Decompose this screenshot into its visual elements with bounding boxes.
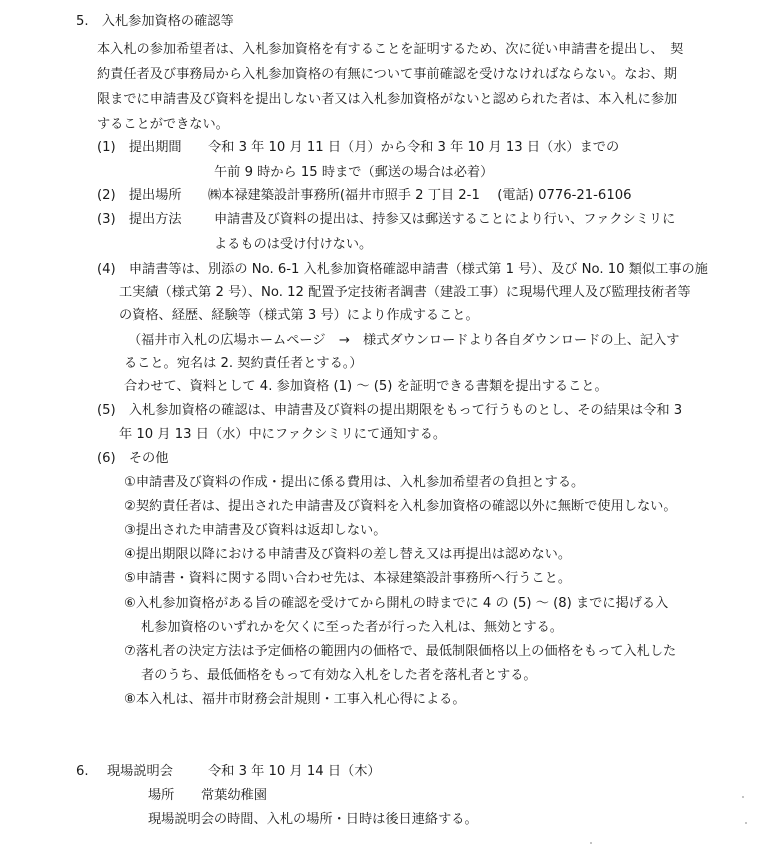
intro-line-1: 本入札の参加希望者は、入札参加資格を有することを証明するため、次に従い申請書を提出し、 契 bbox=[97, 42, 684, 57]
other-line-6b: 札参加資格のいずれかを欠くに至った者が行った入札は、無効とする。 bbox=[141, 620, 563, 635]
section-6-note: 現場説明会の時間、入札の場所・日時は後日連絡する。 bbox=[148, 812, 478, 827]
item-4-line-6: 合わせて、資料として 4. 参加資格 (1) ～ (5) を証明できる書類を提出すること。 bbox=[124, 379, 608, 394]
other-line-8: ⑧本入札は、福井市財務会計規則・工事入札心得による。 bbox=[124, 692, 466, 707]
other-line-2: ②契約責任者は、提出された申請書及び資料を入札参加資格の確認以外に無断で使用しない。 bbox=[124, 499, 677, 514]
item-1-line-1: 令和 3 年 10 月 11 日（月）から令和 3 年 10 月 13 日（水）までの bbox=[208, 140, 620, 155]
other-line-7b: 者のうち、最低価格をもって有効な入札をした者を落札者とする。 bbox=[141, 668, 537, 683]
other-line-5: ⑤申請書・資料に関する問い合わせ先は、本禄建築設計事務所へ行うこと。 bbox=[124, 571, 572, 586]
other-line-6a: ⑥入札参加資格がある旨の確認を受けてから開札の時までに 4 の (5) ～ (8) までに掲げる入 bbox=[124, 596, 669, 611]
item-1-label: (1) 提出期間 bbox=[97, 140, 182, 155]
item-4-line-1: (4) 申請書等は、別添の No. 6-1 入札参加資格確認申請書（様式第 1 号）、及び No. 10 類似工事の施 bbox=[97, 262, 708, 277]
item-4-line-2: 工実績（様式第 2 号）、No. 12 配置予定技術者調書（建設工事）に現場代理人及び監理技術者等 bbox=[119, 285, 691, 300]
item-6-label: (6) その他 bbox=[97, 451, 169, 466]
other-line-3: ③提出された申請書及び資料は返却しない。 bbox=[124, 523, 387, 538]
other-line-4: ④提出期限以降における申請書及び資料の差し替え又は再提出は認めない。 bbox=[124, 547, 572, 562]
item-3-line-1: 申請書及び資料の提出は、持参又は郵送することにより行い、ファクシミリに bbox=[214, 212, 676, 227]
intro-line-2: 約責任者及び事務局から入札参加資格の有無について事前確認を受けなければならない。なお、期 bbox=[97, 67, 677, 82]
other-line-1: ①申請書及び資料の作成・提出に係る費用は、入札参加希望者の負担とする。 bbox=[124, 475, 585, 490]
intro-line-3: 限までに申請書及び資料を提出しない者又は入札参加資格がないと認められた者は、本入札に参加 bbox=[97, 92, 678, 107]
section-6-date: 令和 3 年 10 月 14 日（木） bbox=[208, 764, 381, 779]
scan-speck bbox=[590, 842, 592, 844]
other-line-7a: ⑦落札者の決定方法は予定価格の範囲内の価格で、最低制限価格以上の価格をもって入札した bbox=[124, 644, 677, 659]
section-6-number: 6. bbox=[76, 764, 89, 779]
item-2-label: (2) 提出場所 bbox=[97, 188, 182, 203]
section-6-place-value: 常葉幼稚園 bbox=[201, 788, 267, 803]
scan-speck bbox=[745, 822, 747, 824]
scan-speck bbox=[742, 796, 744, 798]
section-5-heading: 5. 入札参加資格の確認等 bbox=[76, 14, 234, 29]
item-3-line-2: よるものは受け付けない。 bbox=[214, 237, 373, 252]
item-4-line-4: （福井市入札の広場ホームページ → 様式ダウンロードより各自ダウンロードの上、記入す bbox=[128, 333, 680, 348]
item-4-line-3: の資格、経歴、経験等（様式第 3 号）により作成すること。 bbox=[119, 308, 479, 323]
item-2-value: ㈱本禄建築設計事務所(福井市照手 2 丁目 2-1 (電話) 0776-21-6106 bbox=[208, 188, 632, 203]
item-4-line-5: ること。宛名は 2. 契約責任者とする。） bbox=[124, 356, 363, 371]
item-5-line-2: 年 10 月 13 日（水）中にファクシミリにて通知する。 bbox=[119, 427, 447, 442]
item-3-label: (3) 提出方法 bbox=[97, 212, 182, 227]
section-6-title: 現場説明会 bbox=[107, 764, 173, 779]
section-6-place-label: 場所 bbox=[148, 788, 175, 803]
item-1-line-2: 午前 9 時から 15 時まで（郵送の場合は必着） bbox=[214, 165, 494, 180]
intro-line-4: することができない。 bbox=[97, 117, 229, 132]
item-5-line-1: (5) 入札参加資格の確認は、申請書及び資料の提出期限をもって行うものとし、その結果は令和 3 bbox=[97, 403, 683, 418]
